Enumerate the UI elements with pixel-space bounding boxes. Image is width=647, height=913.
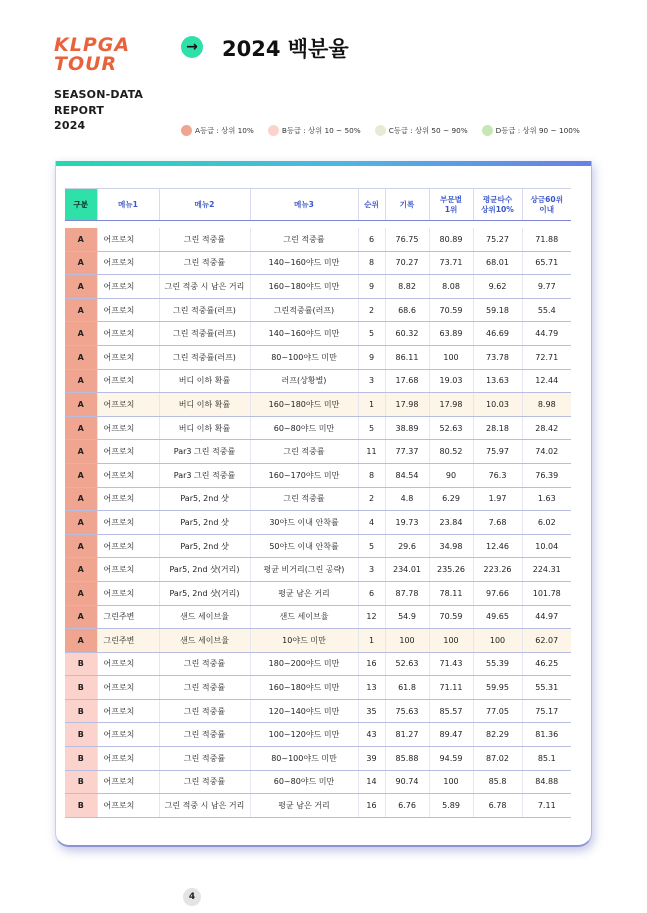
top60-cell: 9.77: [522, 275, 571, 299]
table-row: [65, 534, 571, 558]
top10-cell: 68.01: [473, 251, 522, 275]
grade-cell: A: [65, 251, 97, 275]
top10-cell: 55.39: [473, 652, 522, 676]
menu1-cell: 어프로치: [97, 723, 159, 747]
menu2-cell: 그린 적중률: [159, 723, 250, 747]
top10-cell: 75.97: [473, 440, 522, 464]
record-cell: 77.37: [385, 440, 429, 464]
menu3-cell: 평균 남은 거리: [250, 581, 358, 605]
first-cell: 71.43: [429, 652, 473, 676]
grade-cell: B: [65, 652, 97, 676]
legend-label: A등급 : 상위 10%: [195, 125, 254, 135]
menu3-cell: 160~180야드 미만: [250, 676, 358, 700]
table-row: [65, 251, 571, 275]
page-title: 2024 백분율: [222, 37, 349, 61]
rank-cell: 6: [358, 581, 385, 605]
top10-cell: 9.62: [473, 275, 522, 299]
menu2-cell: Par5, 2nd 샷(거리): [159, 558, 250, 582]
subtitle-line-1: SEASON-DATA: [54, 88, 144, 101]
menu1-cell: 그린주변: [97, 629, 159, 653]
card-gradient-bar: [56, 161, 591, 166]
menu3-cell: 120~140야드 미만: [250, 699, 358, 723]
rank-cell: 2: [358, 487, 385, 511]
menu2-cell: 그린 적중률: [159, 699, 250, 723]
arrow-right-icon: →: [181, 36, 203, 58]
grade-cell: A: [65, 416, 97, 440]
menu3-cell: 140~160야드 미만: [250, 322, 358, 346]
menu1-cell: 어프로치: [97, 558, 159, 582]
menu3-cell: 100~120야드 미만: [250, 723, 358, 747]
table-row: [65, 747, 571, 771]
menu3-cell: 그린 적중률: [250, 440, 358, 464]
first-cell: 5.89: [429, 794, 473, 818]
table-row: [65, 416, 571, 440]
header-menu3: 메뉴3: [250, 189, 358, 221]
top60-cell: 81.36: [522, 723, 571, 747]
top60-cell: 8.98: [522, 393, 571, 417]
top60-cell: 74.02: [522, 440, 571, 464]
record-cell: 76.75: [385, 228, 429, 251]
menu2-cell: 샌드 세이브율: [159, 605, 250, 629]
rank-cell: 1: [358, 393, 385, 417]
top60-cell: 65.71: [522, 251, 571, 275]
grade-cell: A: [65, 511, 97, 535]
grade-cell: A: [65, 393, 97, 417]
menu1-cell: 어프로치: [97, 652, 159, 676]
rank-cell: 9: [358, 275, 385, 299]
menu1-cell: 어프로치: [97, 440, 159, 464]
menu3-cell: 러프(상황별): [250, 369, 358, 393]
record-cell: 100: [385, 629, 429, 653]
top60-cell: 75.17: [522, 699, 571, 723]
table-row: [65, 794, 571, 818]
first-cell: 94.59: [429, 747, 473, 771]
grade-cell: A: [65, 463, 97, 487]
first-cell: 73.71: [429, 251, 473, 275]
table-row: [65, 723, 571, 747]
header-label: 상금60위 이내: [530, 194, 564, 214]
table-row: [65, 228, 571, 251]
first-cell: 71.11: [429, 676, 473, 700]
top60-cell: 28.42: [522, 416, 571, 440]
record-cell: 4.8: [385, 487, 429, 511]
top60-cell: 55.31: [522, 676, 571, 700]
first-cell: 100: [429, 629, 473, 653]
rank-cell: 9: [358, 345, 385, 369]
top60-cell: 55.4: [522, 298, 571, 322]
menu1-cell: 어프로치: [97, 228, 159, 251]
rank-cell: 1: [358, 629, 385, 653]
rank-cell: 13: [358, 676, 385, 700]
grade-cell: A: [65, 369, 97, 393]
page-number: 4: [183, 888, 201, 906]
menu3-cell: 80~100야드 미만: [250, 345, 358, 369]
rank-cell: 5: [358, 322, 385, 346]
grade-cell: A: [65, 322, 97, 346]
record-cell: 17.98: [385, 393, 429, 417]
record-cell: 234.01: [385, 558, 429, 582]
logo-line-tour: TOUR: [54, 53, 118, 75]
subtitle-line-2: REPORT: [54, 103, 105, 117]
menu3-cell: 80~100야드 미만: [250, 747, 358, 771]
top10-cell: 6.78: [473, 794, 522, 818]
menu3-cell: 그린 적중률: [250, 487, 358, 511]
table-row: [65, 652, 571, 676]
record-cell: 84.54: [385, 463, 429, 487]
top10-cell: 59.18: [473, 298, 522, 322]
menu1-cell: 어프로치: [97, 747, 159, 771]
first-cell: 85.57: [429, 699, 473, 723]
grade-cell: A: [65, 534, 97, 558]
top10-cell: 13.63: [473, 369, 522, 393]
menu3-cell: 그린 적중률: [250, 228, 358, 251]
menu3-cell: 60~80야드 미만: [250, 416, 358, 440]
record-cell: 81.27: [385, 723, 429, 747]
top10-cell: 75.27: [473, 228, 522, 251]
menu3-cell: 평균 비거리(그린 공략): [250, 558, 358, 582]
top60-cell: 224.31: [522, 558, 571, 582]
menu1-cell: 어프로치: [97, 699, 159, 723]
menu2-cell: 그린 적중 시 남은 거리: [159, 275, 250, 299]
rank-cell: 8: [358, 463, 385, 487]
menu3-cell: 그린적중률(러프): [250, 298, 358, 322]
menu2-cell: 그린 적중률: [159, 747, 250, 771]
top60-cell: 6.02: [522, 511, 571, 535]
rank-cell: 5: [358, 416, 385, 440]
first-cell: 23.84: [429, 511, 473, 535]
legend-label: D등급 : 상위 90 ~ 100%: [495, 125, 580, 135]
legend-item: [375, 125, 468, 136]
record-cell: 86.11: [385, 345, 429, 369]
top10-cell: 223.26: [473, 558, 522, 582]
menu2-cell: Par3 그린 적중률: [159, 440, 250, 464]
top10-cell: 12.46: [473, 534, 522, 558]
subtitle-line-3: 2024: [54, 119, 86, 132]
record-cell: 29.6: [385, 534, 429, 558]
record-cell: 17.68: [385, 369, 429, 393]
menu1-cell: 어프로치: [97, 487, 159, 511]
percentile-table: [65, 188, 571, 818]
rank-cell: 39: [358, 747, 385, 771]
grade-cell: A: [65, 345, 97, 369]
header-label: 평균타수 상위10%: [481, 194, 514, 214]
first-cell: 34.98: [429, 534, 473, 558]
first-cell: 52.63: [429, 416, 473, 440]
record-cell: 60.32: [385, 322, 429, 346]
menu1-cell: 어프로치: [97, 794, 159, 818]
menu1-cell: 어프로치: [97, 275, 159, 299]
menu1-cell: 어프로치: [97, 676, 159, 700]
menu2-cell: 그린 적중률(러프): [159, 345, 250, 369]
menu1-cell: 그린주변: [97, 605, 159, 629]
menu2-cell: 그린 적중 시 남은 거리: [159, 794, 250, 818]
table-row: [65, 345, 571, 369]
first-cell: 80.89: [429, 228, 473, 251]
header-avg-top10: [473, 189, 522, 221]
legend-label: B등급 : 상위 10 ~ 50%: [281, 125, 361, 135]
table-row: [65, 440, 571, 464]
first-cell: 19.03: [429, 369, 473, 393]
menu3-cell: 140~160야드 미만: [250, 251, 358, 275]
record-cell: 8.82: [385, 275, 429, 299]
menu2-cell: Par5, 2nd 샷: [159, 487, 250, 511]
menu3-cell: 180~200야드 미만: [250, 652, 358, 676]
record-cell: 68.6: [385, 298, 429, 322]
menu2-cell: Par3 그린 적중률: [159, 463, 250, 487]
rank-cell: 3: [358, 369, 385, 393]
top60-cell: 1.63: [522, 487, 571, 511]
table-row: [65, 676, 571, 700]
top10-cell: 7.68: [473, 511, 522, 535]
first-cell: 63.89: [429, 322, 473, 346]
legend-dot-icon: [268, 125, 279, 136]
table-row: [65, 275, 571, 299]
rank-cell: 6: [358, 228, 385, 251]
report-subtitle: [54, 87, 143, 134]
menu2-cell: Par5, 2nd 샷: [159, 534, 250, 558]
top10-cell: 1.97: [473, 487, 522, 511]
first-cell: 89.47: [429, 723, 473, 747]
grade-cell: B: [65, 770, 97, 794]
grade-cell: A: [65, 629, 97, 653]
top60-cell: 12.44: [522, 369, 571, 393]
rank-cell: 14: [358, 770, 385, 794]
first-cell: 70.59: [429, 605, 473, 629]
header-money-top60: [522, 189, 571, 221]
table-row: [65, 511, 571, 535]
klpga-tour-logo: [54, 36, 144, 74]
table-row: [65, 770, 571, 794]
legend-item: [181, 125, 254, 136]
menu3-cell: 50야드 이내 안착률: [250, 534, 358, 558]
table-row: [65, 581, 571, 605]
grade-cell: B: [65, 676, 97, 700]
grade-cell: A: [65, 228, 97, 251]
menu1-cell: 어프로치: [97, 770, 159, 794]
table-row: [65, 629, 571, 653]
table-row: [65, 487, 571, 511]
menu1-cell: 어프로치: [97, 511, 159, 535]
rank-cell: 12: [358, 605, 385, 629]
top10-cell: 49.65: [473, 605, 522, 629]
top10-cell: 10.03: [473, 393, 522, 417]
header-menu1: 메뉴1: [97, 189, 159, 221]
first-cell: 17.98: [429, 393, 473, 417]
record-cell: 75.63: [385, 699, 429, 723]
menu3-cell: 30야드 이내 안착률: [250, 511, 358, 535]
legend-dot-icon: [375, 125, 386, 136]
menu2-cell: 버디 이하 확률: [159, 416, 250, 440]
menu2-cell: 그린 적중률: [159, 652, 250, 676]
grade-cell: A: [65, 298, 97, 322]
top60-cell: 44.79: [522, 322, 571, 346]
rank-cell: 2: [358, 298, 385, 322]
grade-cell: A: [65, 440, 97, 464]
first-cell: 70.59: [429, 298, 473, 322]
table-row: [65, 699, 571, 723]
top10-cell: 100: [473, 629, 522, 653]
record-cell: 61.8: [385, 676, 429, 700]
menu2-cell: Par5, 2nd 샷(거리): [159, 581, 250, 605]
header-grade: 구분: [65, 189, 97, 221]
first-cell: 90: [429, 463, 473, 487]
top10-cell: 82.29: [473, 723, 522, 747]
logo-line-klpga: KLPGA: [54, 34, 131, 56]
top60-cell: 10.04: [522, 534, 571, 558]
rank-cell: 8: [358, 251, 385, 275]
top10-cell: 85.8: [473, 770, 522, 794]
top10-cell: 76.3: [473, 463, 522, 487]
grade-legend: [181, 125, 580, 136]
menu1-cell: 어프로치: [97, 581, 159, 605]
header-label: 부문별 1위: [439, 194, 462, 214]
menu2-cell: 그린 적중률: [159, 770, 250, 794]
header-menu2: 메뉴2: [159, 189, 250, 221]
menu3-cell: 160~170야드 미만: [250, 463, 358, 487]
first-cell: 80.52: [429, 440, 473, 464]
menu2-cell: 그린 적중률: [159, 228, 250, 251]
record-cell: 52.63: [385, 652, 429, 676]
record-cell: 90.74: [385, 770, 429, 794]
menu1-cell: 어프로치: [97, 345, 159, 369]
grade-cell: B: [65, 699, 97, 723]
menu1-cell: 어프로치: [97, 416, 159, 440]
grade-cell: A: [65, 275, 97, 299]
record-cell: 87.78: [385, 581, 429, 605]
first-cell: 235.26: [429, 558, 473, 582]
menu2-cell: 그린 적중률(러프): [159, 298, 250, 322]
menu1-cell: 어프로치: [97, 298, 159, 322]
top60-cell: 71.88: [522, 228, 571, 251]
grade-cell: B: [65, 747, 97, 771]
top10-cell: 73.78: [473, 345, 522, 369]
first-cell: 100: [429, 345, 473, 369]
top10-cell: 28.18: [473, 416, 522, 440]
legend-item: [482, 125, 580, 136]
menu2-cell: 샌드 세이브율: [159, 629, 250, 653]
menu1-cell: 어프로치: [97, 322, 159, 346]
grade-cell: A: [65, 487, 97, 511]
record-cell: 19.73: [385, 511, 429, 535]
top60-cell: 72.71: [522, 345, 571, 369]
header-category-first: [429, 189, 473, 221]
grade-cell: B: [65, 794, 97, 818]
menu2-cell: Par5, 2nd 샷: [159, 511, 250, 535]
table-row: [65, 369, 571, 393]
grade-cell: A: [65, 581, 97, 605]
first-cell: 78.11: [429, 581, 473, 605]
rank-cell: 3: [358, 558, 385, 582]
menu2-cell: 그린 적중률: [159, 676, 250, 700]
header-rank: 순위: [358, 189, 385, 221]
top10-cell: 77.05: [473, 699, 522, 723]
menu3-cell: 샌드 세이브율: [250, 605, 358, 629]
menu1-cell: 어프로치: [97, 369, 159, 393]
menu3-cell: 평균 남은 거리: [250, 794, 358, 818]
first-cell: 8.08: [429, 275, 473, 299]
record-cell: 70.27: [385, 251, 429, 275]
grade-cell: A: [65, 605, 97, 629]
legend-label: C등급 : 상위 50 ~ 90%: [388, 125, 468, 135]
top60-cell: 101.78: [522, 581, 571, 605]
menu1-cell: 어프로치: [97, 534, 159, 558]
menu1-cell: 어프로치: [97, 463, 159, 487]
table-row: [65, 605, 571, 629]
top60-cell: 76.39: [522, 463, 571, 487]
top60-cell: 46.25: [522, 652, 571, 676]
menu3-cell: 160~180야드 미만: [250, 275, 358, 299]
grade-cell: A: [65, 558, 97, 582]
menu2-cell: 그린 적중률: [159, 251, 250, 275]
menu3-cell: 60~80야드 미만: [250, 770, 358, 794]
menu3-cell: 10야드 미만: [250, 629, 358, 653]
table-row: [65, 558, 571, 582]
first-cell: 6.29: [429, 487, 473, 511]
legend-dot-icon: [482, 125, 493, 136]
top60-cell: 85.1: [522, 747, 571, 771]
record-cell: 38.89: [385, 416, 429, 440]
header-record: 기록: [385, 189, 429, 221]
table-row: [65, 298, 571, 322]
top60-cell: 7.11: [522, 794, 571, 818]
top60-cell: 62.07: [522, 629, 571, 653]
legend-dot-icon: [181, 125, 192, 136]
record-cell: 85.88: [385, 747, 429, 771]
top10-cell: 87.02: [473, 747, 522, 771]
menu3-cell: 160~180야드 미만: [250, 393, 358, 417]
table-header-row: [65, 189, 571, 221]
legend-item: [268, 125, 361, 136]
rank-cell: 43: [358, 723, 385, 747]
rank-cell: 5: [358, 534, 385, 558]
data-card: [55, 161, 592, 847]
table-row: [65, 463, 571, 487]
menu2-cell: 그린 적중률(러프): [159, 322, 250, 346]
menu2-cell: 버디 이하 확률: [159, 369, 250, 393]
grade-cell: B: [65, 723, 97, 747]
rank-cell: 35: [358, 699, 385, 723]
top60-cell: 84.88: [522, 770, 571, 794]
rank-cell: 11: [358, 440, 385, 464]
top60-cell: 44.97: [522, 605, 571, 629]
menu1-cell: 어프로치: [97, 393, 159, 417]
top10-cell: 46.69: [473, 322, 522, 346]
rank-cell: 16: [358, 794, 385, 818]
menu2-cell: 버디 이하 확률: [159, 393, 250, 417]
first-cell: 100: [429, 770, 473, 794]
record-cell: 6.76: [385, 794, 429, 818]
table-row: [65, 393, 571, 417]
rank-cell: 16: [358, 652, 385, 676]
rank-cell: 4: [358, 511, 385, 535]
menu1-cell: 어프로치: [97, 251, 159, 275]
record-cell: 54.9: [385, 605, 429, 629]
table-row: [65, 322, 571, 346]
top10-cell: 59.95: [473, 676, 522, 700]
top10-cell: 97.66: [473, 581, 522, 605]
